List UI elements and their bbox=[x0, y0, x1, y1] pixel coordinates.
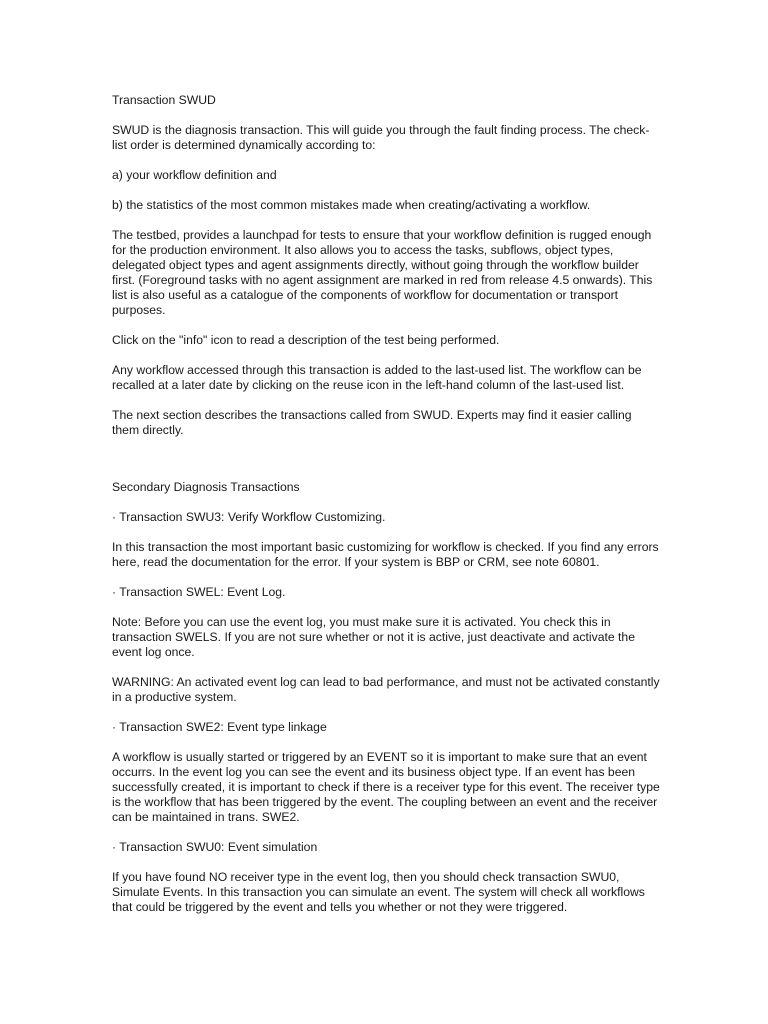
intro-paragraph: SWUD is the diagnosis transaction. This will guide you through the fault finding process. The check-list order is determined dynamically according to: bbox=[112, 123, 650, 152]
next-section-paragraph: The next section describes the transactions called from SWUD. Experts may find it easier calling them directly. bbox=[112, 408, 632, 437]
swu3-paragraph: In this transaction the most important basic customizing for workflow is checked. If you find any errors here, read the documentation for the error. If your system is BBP or CRM, see note 60801. bbox=[112, 540, 659, 569]
secondary-heading: Secondary Diagnosis Transactions bbox=[112, 480, 300, 494]
swe2-heading: · Transaction SWE2: Event type linkage bbox=[112, 720, 327, 734]
testbed-paragraph: The testbed, provides a launchpad for tests to ensure that your workflow definition is rugged enough for the production environment. It also allows you to access the tasks, subflows, object types, delegated object types and agent assignments directly, without going through the workflow builder first. (Foreground tasks with no agent assignment are marked in red from release 4.5 onwards). This list is also useful as a catalogue of the components of workflow for documentation or transport purposes. bbox=[112, 228, 653, 317]
list-item-a: a) your workflow definition and bbox=[112, 168, 277, 182]
list-item-b: b) the statistics of the most common mistakes made when creating/activating a workflow. bbox=[112, 198, 591, 212]
info-icon-paragraph: Click on the "info" icon to read a description of the test being performed. bbox=[112, 333, 500, 347]
swe2-paragraph: A workflow is usually started or triggered by an EVENT so it is important to make sure that an event occurrs. In the event log you can see the event and its business object type. If an event has been successfully created, it is important to check if there is a receiver type for this event. The receiver type is the workflow that has been triggered by the event. The coupling between an event and the receiver can be maintained in trans. SWE2. bbox=[112, 750, 660, 824]
swu0-heading: · Transaction SWU0: Event simulation bbox=[112, 840, 318, 854]
swu0-paragraph: If you have found NO receiver type in the event log, then you should check transaction SWU0, Simulate Events. In this transaction you can simulate an event. The system will check all workflows that could be triggered by the event and tells you whether or not they were triggered. bbox=[112, 870, 645, 914]
swel-note-paragraph: Note: Before you can use the event log, you must make sure it is activated. You check this in transaction SWELS. If you are not sure whether or not it is active, just deactivate and activate the event log once. bbox=[112, 615, 635, 659]
document-page bbox=[112, 93, 660, 930]
swel-warning-paragraph: WARNING: An activated event log can lead to bad performance, and must not be activated constantly in a productive system. bbox=[112, 675, 660, 704]
swu3-heading: · Transaction SWU3: Verify Workflow Customizing. bbox=[112, 510, 386, 524]
last-used-paragraph: Any workflow accessed through this transaction is added to the last-used list. The workflow can be recalled at a later date by clicking on the reuse icon in the left-hand column of the last-used list. bbox=[112, 363, 642, 392]
document-title: Transaction SWUD bbox=[112, 93, 216, 107]
swel-heading: · Transaction SWEL: Event Log. bbox=[112, 585, 286, 599]
